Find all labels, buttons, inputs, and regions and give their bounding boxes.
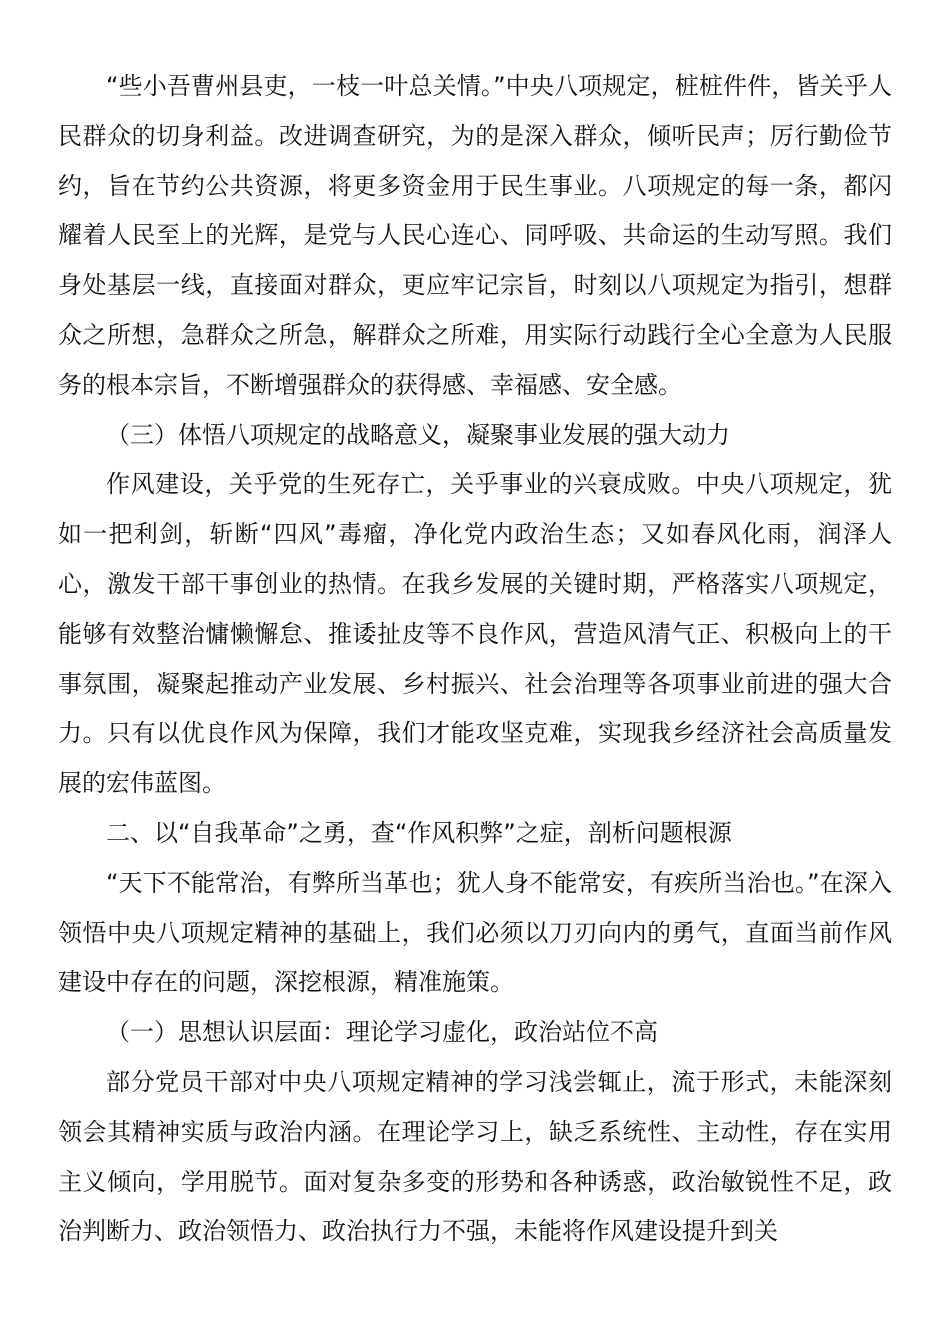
section-heading-self-revolution: 二、以“自我革命”之勇，查“作风积弊”之症，剖析问题根源 [106, 818, 732, 847]
paragraph-people-first: “些小吾曹州县吏，一枝一叶总关情。”中央八项规定，桩桩件件，皆关乎人民群众的切身利益。改进调查研究，为的是深入群众，倾听民声；厉行勤俭节约，旨在节约公共资源，将更多资金用于民生事业。八项规定的每一条，都闪耀着人民至上的光辉，是党与人民心连心、同呼吸、共命运的生动写照。我们身处基层一线，直接面对群众，更应牢记宗旨，时刻以八项规定为指引，想群众之所想，急群众之所急，解群众之所难，用实际行动践行全心全意为人民服务的根本宗旨，不断增强群众的获得感、幸福感、安全感。 [58, 72, 892, 399]
section-heading-ideological-level: （一）思想认识层面：理论学习虚化，政治站位不高 [106, 1018, 658, 1047]
paragraph-work-style-importance: 作风建设，关乎党的生死存亡，关乎事业的兴衰成败。中央八项规定，犹如一把利剑，斩断“四风”毒瘤，净化党内政治生态；又如春风化雨，润泽人心，激发干部干事创业的热情。在我乡发展的关键时期，严格落实八项规定，能够有效整治慵懒懈怠、推诿扯皮等不良作风，营造风清气正、积极向上的干事氛围，凝聚起推动产业发展、乡村振兴、社会治理等各项事业前进的强大合力。只有以优良作风为保障，我们才能攻坚克难，实现我乡经济社会高质量发展的宏伟蓝图。 [58, 470, 892, 798]
paragraph-theory-study: 部分党员干部对中央八项规定精神的学习浅尝辄止，流于形式，未能深刻领会其精神实质与政治内涵。在理论学习上，缺乏系统性、主动性，存在实用主义倾向，学用脱节。面对复杂多变的形势和各种诱惑，政治敏锐性不足，政治判断力、政治领悟力、政治执行力不强，未能将作风建设提升到关 [58, 1067, 892, 1246]
paragraph-face-problems: “天下不能常治，有弊所当革也；犹人身不能常安，有疾所当治也。”在深入领悟中央八项规定精神的基础上，我们必须以刀刃向内的勇气，直面当前作风建设中存在的问题，深挖根源，精准施策。 [58, 868, 892, 997]
section-heading-strategic-significance: （三）体悟八项规定的战略意义，凝聚事业发展的强大动力 [106, 420, 730, 449]
document-body [58, 62, 892, 1257]
